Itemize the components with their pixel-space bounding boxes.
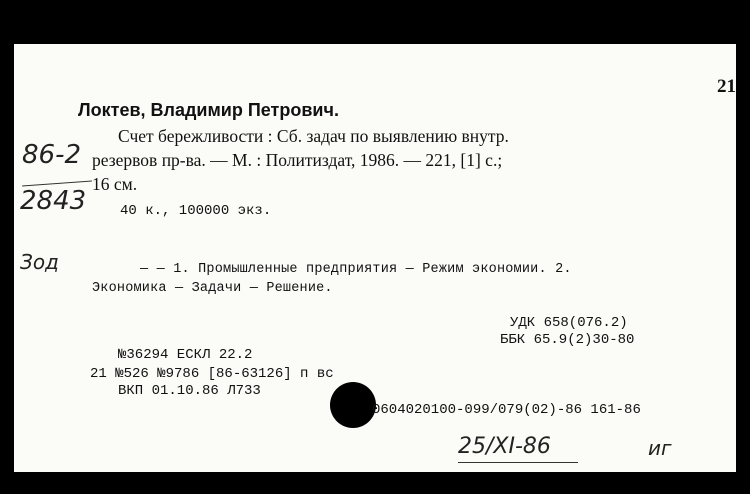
handwritten-signature: иг — [648, 436, 672, 460]
title-line-3: 16 см. — [92, 174, 138, 194]
handwritten-code-bottom: 2843 — [20, 186, 87, 216]
handwritten-date: 25/XI-86 — [458, 434, 551, 459]
title-line-2: резервов пр-ва. — М. : Политиздат, 1986. — 221, [1] с.; — [92, 150, 503, 170]
registry-line-2: 21 №526 №9786 [86-63126] п вс — [90, 366, 334, 382]
handwritten-date-underline — [458, 462, 578, 463]
bbk-code: ББК 65.9(2)30-80 — [500, 332, 635, 348]
handwritten-initials: Зод — [20, 250, 59, 274]
isbn-code: 0604020100-099/079(02)-86 161-86 — [372, 402, 641, 418]
author-heading: Локтев, Владимир Петрович. — [78, 100, 339, 120]
card-number: 21 — [717, 76, 736, 97]
title-line-1: Счет бережливости : Сб. задач по выявлению внутр. — [118, 126, 509, 146]
handwritten-code-top: 86-2 — [22, 140, 82, 170]
subject-line-1: — — 1. Промышленные предприятия — Режим экономии. 2. — [140, 262, 572, 277]
punch-hole — [330, 382, 376, 428]
udk-code: УДК 658(076.2) — [510, 315, 628, 331]
registry-line-3: ВКП 01.10.86 Л733 — [118, 383, 261, 399]
subject-line-2: Экономика — Задачи — Решение. — [92, 281, 333, 296]
registry-line-1: №36294 ЕСКЛ 22.2 — [118, 347, 253, 363]
price-line: 40 к., 100000 экз. — [120, 203, 272, 219]
